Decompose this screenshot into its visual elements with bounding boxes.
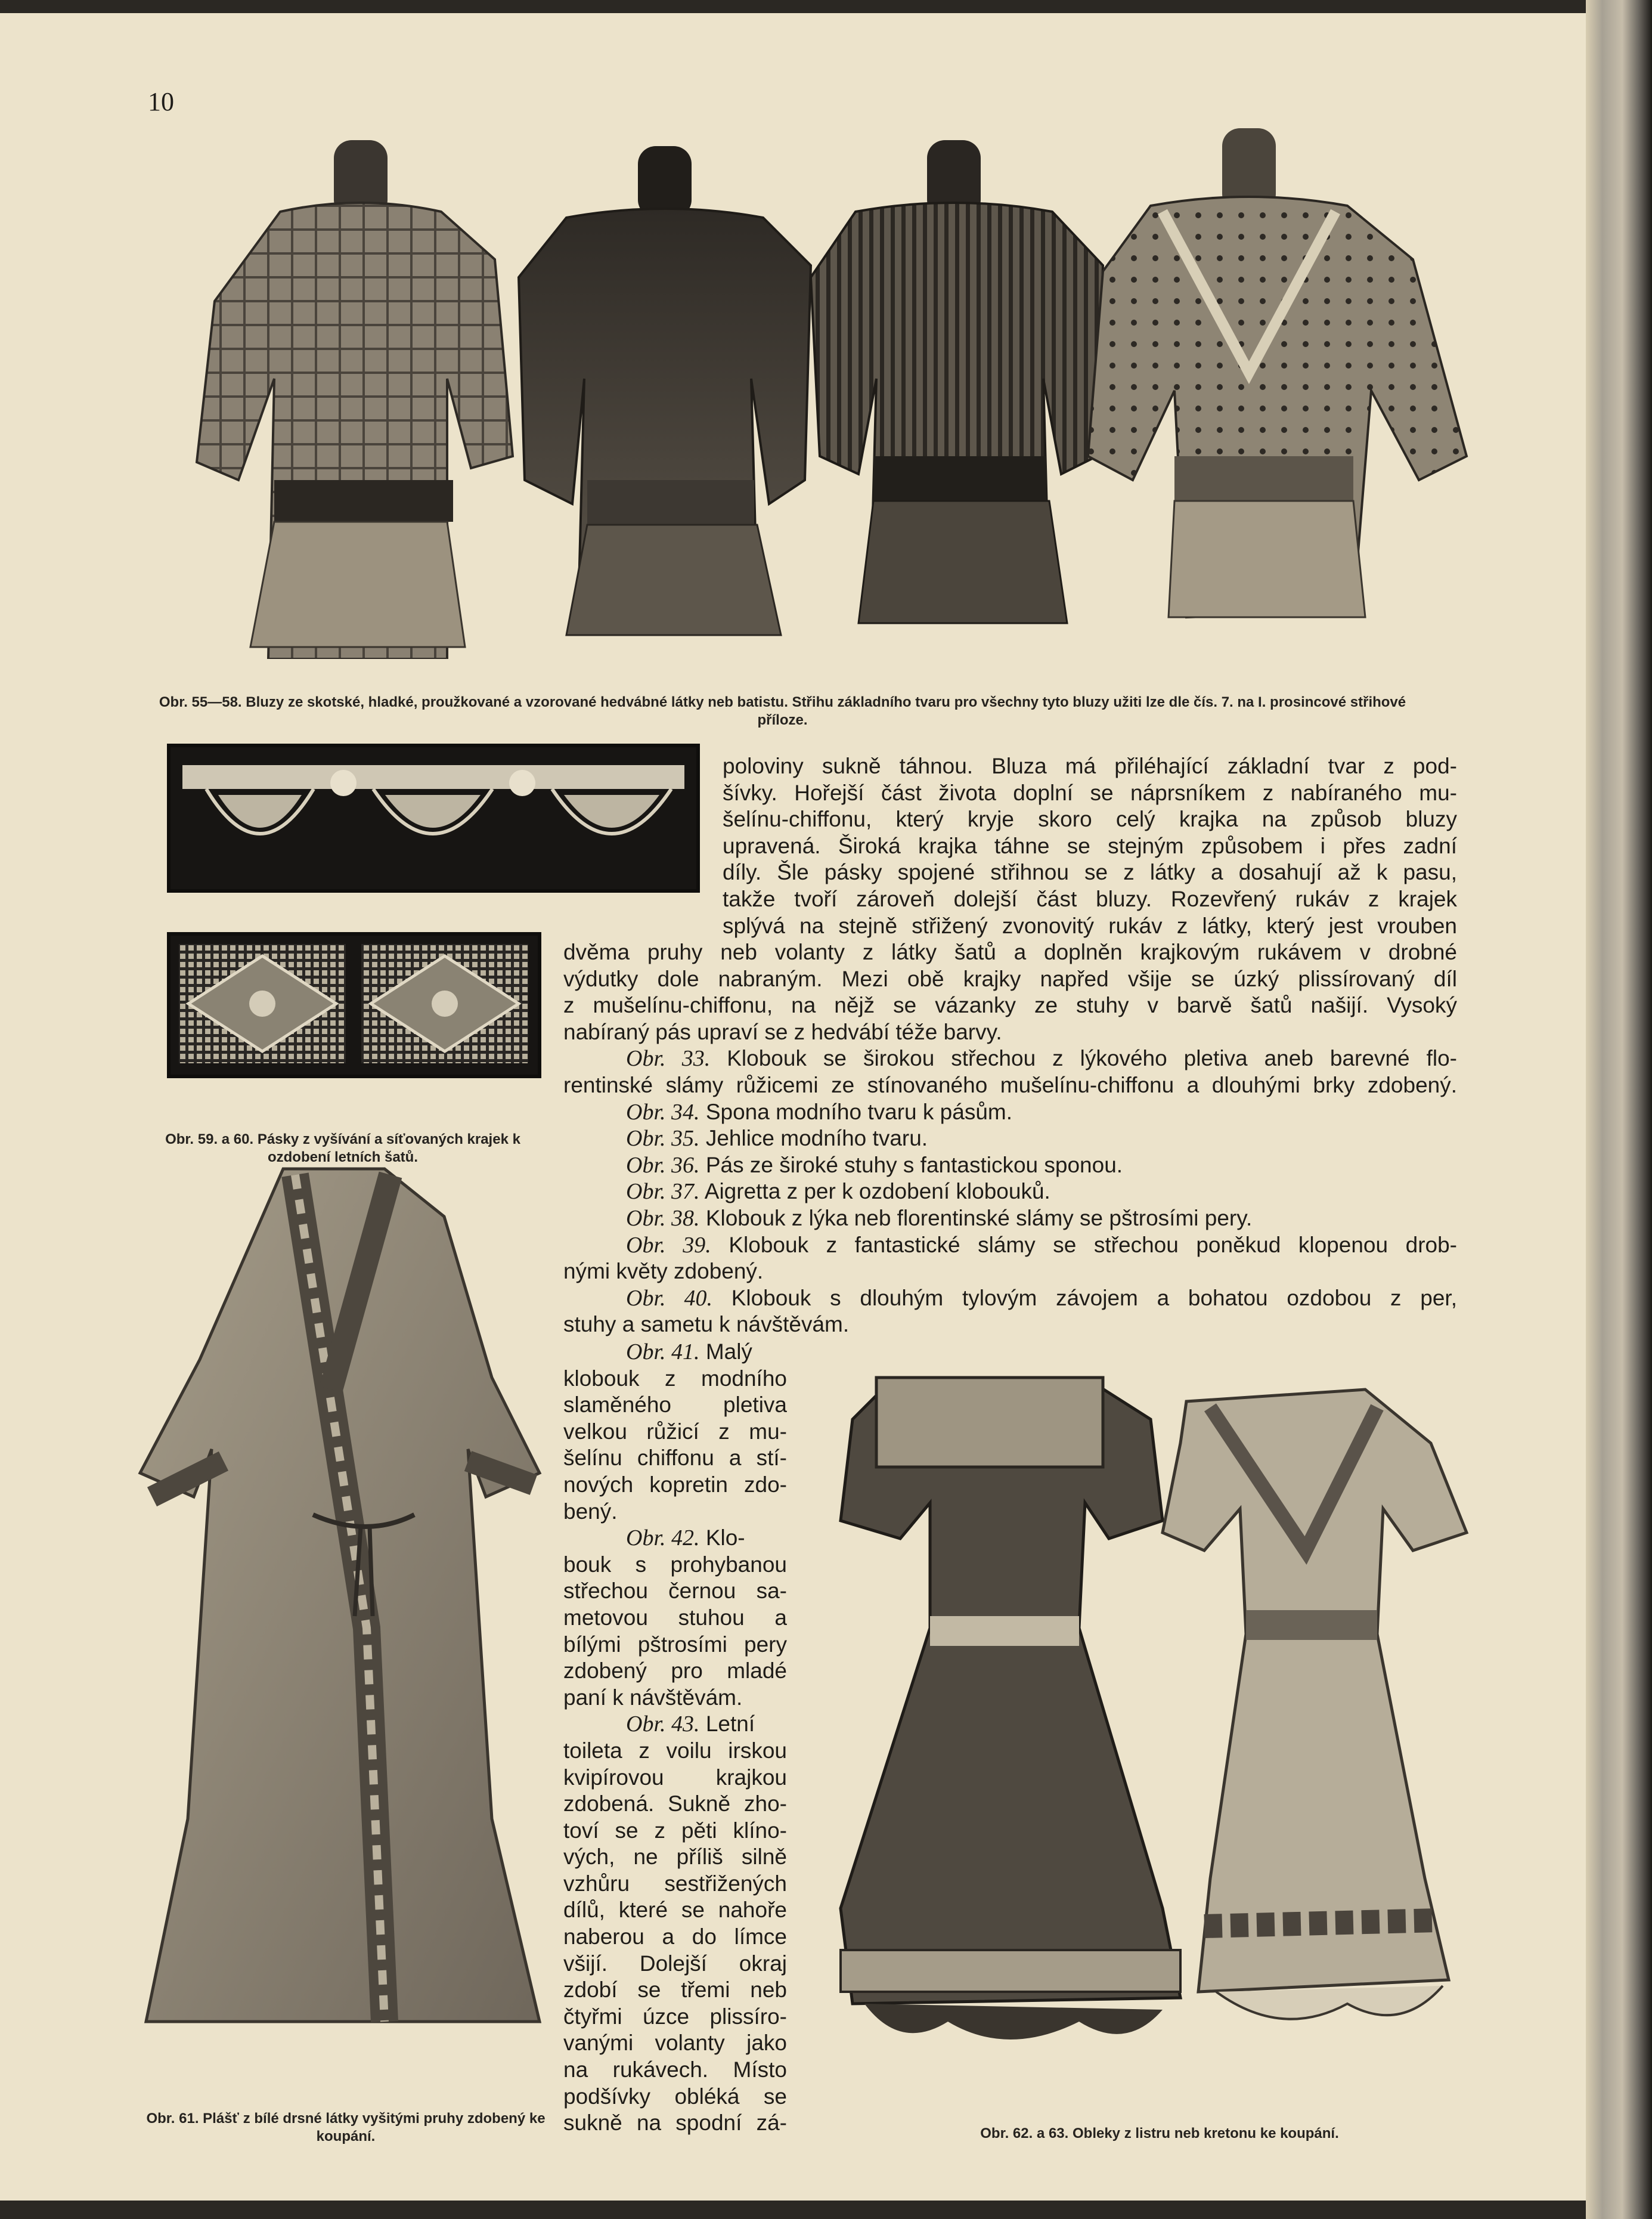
blouse-satin: [519, 146, 811, 635]
text-line: upravená. Široká krajka táhne se stejným způsobem i přes zadní: [723, 833, 1457, 858]
narrow-text-line: paní k návštěvám.: [563, 1685, 743, 1710]
narrow-text-line: podšívky obléká se: [563, 2084, 787, 2109]
text-line: splývá na stejně střižený zvonovitý rukáv z látky, který jest vrouben: [723, 913, 1457, 938]
narrow-text-line: klobouk z modního: [563, 1366, 787, 1391]
narrow-text-line: bouk s prohybanou: [563, 1552, 787, 1577]
bathing-robe-illustration: [134, 1163, 551, 2045]
obr-38: [563, 1205, 1457, 1232]
lace-band-scallops: [171, 747, 696, 889]
obr-text: Klobouk z fantastické slámy se střechou poněkud klopenou drob-: [729, 1232, 1457, 1257]
text-line: poloviny sukně táhnou. Bluza má přiléhající základní tvar z pod-: [723, 754, 1457, 778]
caption-fig59-60: Obr. 59. a 60. Pásky z vyšívání a síťovaných krajek k ozdobení letních šatů.: [165, 1131, 520, 1165]
narrow-text-line: vých, ne příliš silně: [563, 1844, 787, 1870]
obr-text: Klobouk z lýka neb florentinské slámy se pštrosími pery.: [705, 1205, 1253, 1230]
narrow-obr-line: [563, 1525, 787, 1552]
bathing-suit-dark: [841, 1378, 1180, 2040]
narrow-text-line: vanými volanty jako: [563, 2031, 787, 2056]
narrow-text-line: bený.: [563, 1499, 618, 1524]
obr-text: Jehlice modního tvaru.: [705, 1126, 928, 1151]
obr-text: Spona modního tvaru k pásům.: [705, 1099, 1013, 1124]
obr-34: [563, 1099, 1457, 1126]
obr-40-line-1: [563, 1285, 1457, 1312]
obr-36: [563, 1152, 1457, 1179]
obr-35: [563, 1125, 1457, 1152]
scan-bottom-border: [0, 2201, 1610, 2219]
obr-number: Obr. 40.: [626, 1285, 712, 1311]
narrow-text-line: slaměného pletiva: [563, 1392, 787, 1418]
obr-text: Aigretta z per k ozdobení klobouků.: [704, 1179, 1050, 1204]
narrow-text-line: toileta z voilu irskou: [563, 1738, 787, 1763]
obr-number: Obr. 33.: [626, 1046, 711, 1072]
obr-number: Obr. 38.: [626, 1205, 700, 1231]
lace-band-filet: [167, 932, 541, 1078]
narrow-text-line: zdobí se třemi neb: [563, 1977, 787, 2003]
obr-text: Klobouk s dlouhým tylovým závojem a bohatou ozdobou z per,: [731, 1285, 1457, 1310]
caption-fig62-63: Obr. 62. a 63. Obleky z listru neb kretonu ke koupání.: [980, 2125, 1339, 2141]
obr-text: Malý: [705, 1339, 752, 1364]
page-number: 10: [148, 87, 174, 116]
blouse-striped: [811, 140, 1103, 623]
obr-39-line-1: [563, 1232, 1457, 1259]
narrow-text-line: metovou stuhou a: [563, 1605, 787, 1630]
caption-fig61: Obr. 61. Plášť z bílé drsné látky vyšitými pruhy zdobený ke koupání.: [146, 2110, 545, 2144]
bathing-suit-light: [1163, 1389, 1467, 2019]
obr-37: [563, 1178, 1457, 1205]
text-block-top: [723, 753, 1457, 939]
obr-text: Klobouk se širokou střechou z lýkového pletiva aneb barevné flo-: [727, 1046, 1457, 1071]
narrow-text-line: toví se z pěti klíno-: [563, 1818, 787, 1843]
obr-number: Obr. 42.: [626, 1525, 700, 1551]
narrow-text-line: střechou černou sa-: [563, 1579, 787, 1604]
narrow-text-line: nových kopretin zdo-: [563, 1472, 787, 1497]
lace-band-embroidery: [167, 744, 700, 893]
caption-fig55-58: Obr. 55—58. Bluzy ze skotské, hladké, proužkované a vzorované hedvábné látky neb batistu. Střihu základního tvaru pro všechny tyto bluzy užiti lze dle čís. 7. na I. prosincové střihové příloze.: [159, 694, 1406, 728]
narrow-text-line: sukně na spodní zá-: [563, 2110, 787, 2136]
blouses-illustration: [161, 122, 1473, 659]
narrow-text-line: na rukávech. Místo: [563, 2057, 787, 2082]
filet-lace-pattern: [171, 936, 538, 1075]
narrow-text-line: naberou a do límce: [563, 1924, 787, 1949]
obr-39-line-2: nými květy zdobený.: [563, 1259, 764, 1284]
text-block-full: [563, 939, 1457, 1338]
narrow-text-line: velkou růžicí z mu-: [563, 1419, 787, 1444]
obr-text: Klo-: [705, 1525, 745, 1550]
narrow-text-line: šelínu chiffonu a stí-: [563, 1446, 787, 1471]
text-line: nabíraný pás upraví se z hedvábí téže barvy.: [563, 1019, 1002, 1044]
blouse-dotted: [1088, 128, 1467, 617]
narrow-obr-line: [563, 1711, 787, 1738]
text-block-narrow: [563, 1339, 787, 2137]
obr-text: Pás ze široké stuhy s fantastickou sponou.: [705, 1152, 1123, 1177]
text-line: z mušelínu-chiffonu, na nějž se vázanky ze stuhy v barvě šatů našijí. Vysoký: [563, 993, 1457, 1018]
narrow-text-line: vzhůru sestřižených: [563, 1871, 787, 1896]
obr-number: Obr. 37.: [626, 1179, 700, 1205]
obr-33-line-1: [563, 1045, 1457, 1072]
obr-40-line-2: stuhy a sametu k návštěvám.: [563, 1312, 850, 1337]
narrow-text-line: dílů, které se nahoře: [563, 1898, 787, 1923]
obr-number: Obr. 36.: [626, 1152, 700, 1178]
text-line: výdutky dole nabraným. Mezi obě krajky napřed všije se úzký plissírovaný díl: [563, 966, 1457, 991]
narrow-text-line: čtyřmi úzce plissíro-: [563, 2004, 787, 2029]
scan-top-border: [0, 0, 1610, 13]
book-spine-edge: [1586, 0, 1652, 2219]
narrow-text-line: zdobený pro mladé: [563, 1658, 787, 1683]
obr-number: Obr. 43.: [626, 1712, 700, 1737]
narrow-obr-line: [563, 1339, 787, 1366]
narrow-text-line: bílými pštrosími pery: [563, 1632, 787, 1657]
blouse-plaid: [197, 140, 513, 659]
obr-33-line-2: rentinské slámy růžicemi ze stínovaného mušelínu-chiffonu a dlouhými brky zdobený.: [563, 1072, 1457, 1097]
text-line: takže tvoří zároveň dolejší část bluzy. Rozevřený rukáv z krajek: [723, 886, 1457, 911]
narrow-text-line: všijí. Dolejší okraj: [563, 1951, 787, 1976]
text-line: šívky. Hořejší část života doplní se náprsníkem z nabíraného mu-: [723, 780, 1457, 805]
text-line: šelínu-chiffonu, který kryje skoro celý krajka na způsob bluzy: [723, 807, 1457, 832]
obr-number: Obr. 39.: [626, 1232, 711, 1258]
obr-text: Letní: [705, 1712, 755, 1737]
obr-number: Obr. 34.: [626, 1099, 700, 1125]
obr-number: Obr. 35.: [626, 1126, 700, 1152]
obr-number: Obr. 41.: [626, 1339, 700, 1364]
bathing-suits-illustration: [829, 1354, 1473, 2081]
narrow-text-line: zdobená. Sukně zho-: [563, 1791, 787, 1816]
narrow-text-line: kvipírovou krajkou: [563, 1765, 787, 1790]
text-line: dvěma pruhy neb volanty z látky šatů a doplněn krajkovým rukávem v drobné: [563, 940, 1457, 964]
text-line: díly. Šle pásky spojené střihnou se z látky a dosahují až k pasu,: [723, 860, 1457, 885]
